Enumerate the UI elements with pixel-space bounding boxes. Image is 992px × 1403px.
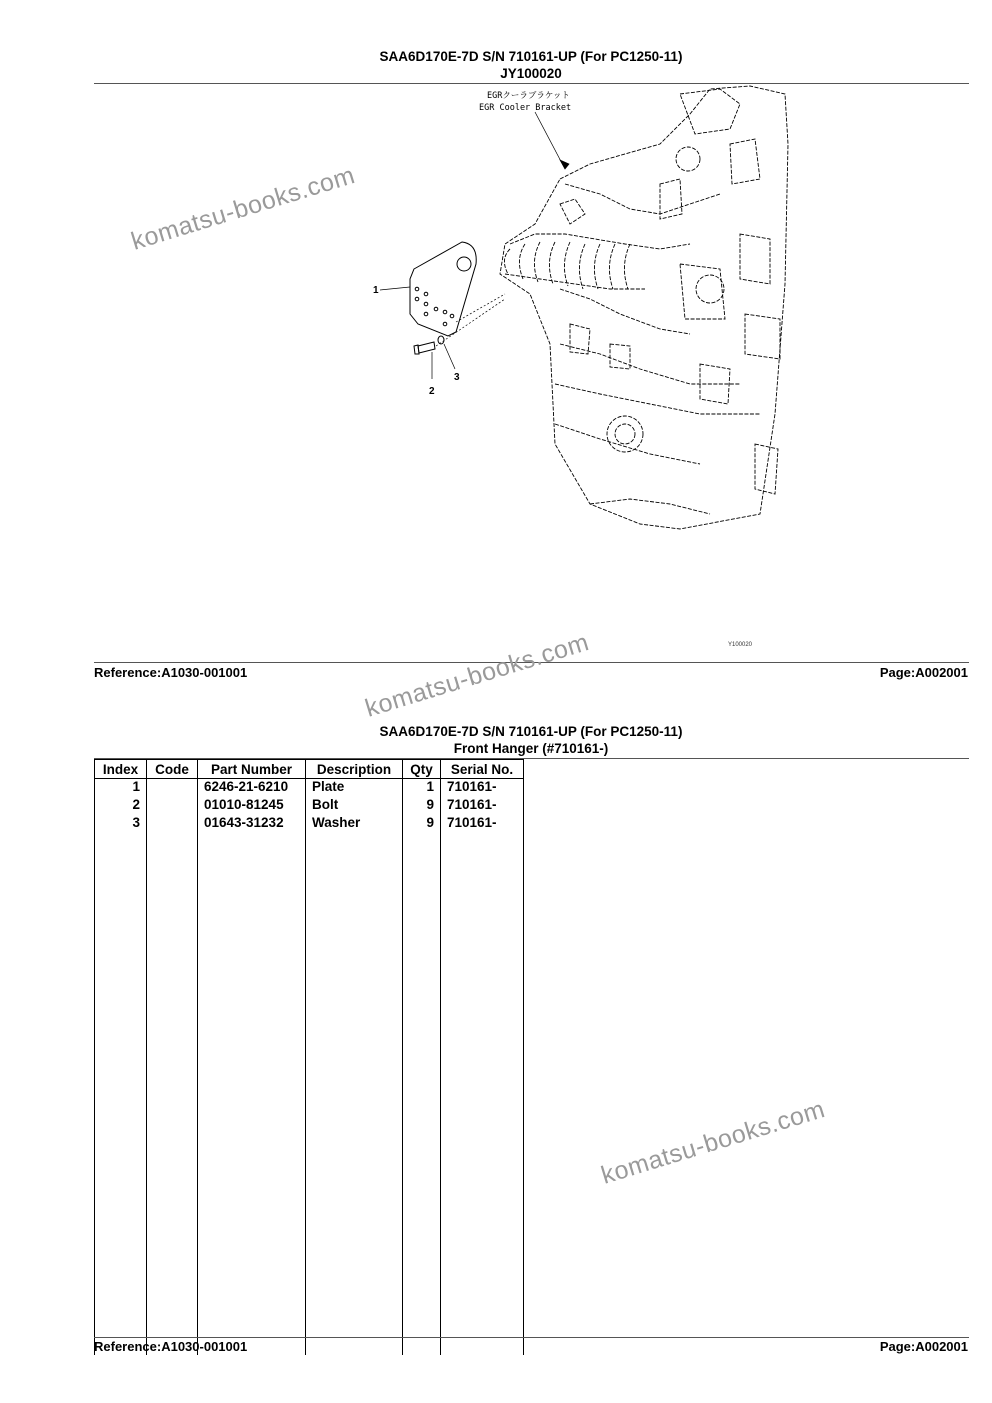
reference-top: Reference:A1030-001001 [94,665,248,680]
diagram-title-line1: SAA6D170E-7D S/N 710161-UP (For PC1250-11) [379,49,683,64]
page-number-top: Page:A002001 [879,665,968,680]
row-index: 1 [95,779,147,798]
row-serial: 710161- [441,815,524,833]
row-serial: 710161- [441,779,524,798]
table-row [95,797,524,815]
table-row [95,815,524,833]
col-part-number-header: Part Number [198,760,306,779]
drawing-code: Y100020 [728,642,753,648]
engine-diagram [360,84,800,534]
col-code-header: Code [147,760,198,779]
row-code [147,779,198,798]
col-index-header: Index [95,760,147,779]
row-code [147,797,198,815]
callout-jp-label: EGRクーラブラケット [487,91,570,101]
table-header-row [95,760,524,779]
callout-en-label: EGR Cooler Bracket [479,103,572,113]
parts-title-line2: Front Hanger (#710161-) [453,741,609,756]
item-label-3: 3 [454,372,460,383]
footer-divider-bottom [94,1337,969,1338]
row-part-number: 6246-21-6210 [198,779,306,798]
row-part-number: 01010-81245 [198,797,306,815]
row-part-number: 01643-31232 [198,815,306,833]
row-code [147,815,198,833]
row-serial: 710161- [441,797,524,815]
table-row [95,779,524,798]
row-description: Plate [306,779,403,798]
row-qty: 9 [403,797,441,815]
watermark: komatsu-books.com [128,161,359,256]
col-qty-header: Qty [403,760,441,779]
item-label-1: 1 [373,285,379,296]
col-serial-header: Serial No. [441,760,524,779]
row-qty: 9 [403,815,441,833]
parts-title-line1: SAA6D170E-7D S/N 710161-UP (For PC1250-11) [379,724,683,739]
row-index: 2 [95,797,147,815]
item-label-2: 2 [429,386,435,397]
watermark: komatsu-books.com [362,628,593,723]
page-number-bottom: Page:A002001 [879,1339,968,1354]
col-description-header: Description [306,760,403,779]
diagram-title-line2: JY100020 [500,66,562,81]
row-qty: 1 [403,779,441,798]
parts-table [94,759,524,1355]
row-description: Bolt [306,797,403,815]
row-index: 3 [95,815,147,833]
reference-bottom: Reference:A1030-001001 [94,1339,248,1354]
row-description: Washer [306,815,403,833]
watermark: komatsu-books.com [598,1095,829,1190]
table-filler-row [95,833,524,1355]
